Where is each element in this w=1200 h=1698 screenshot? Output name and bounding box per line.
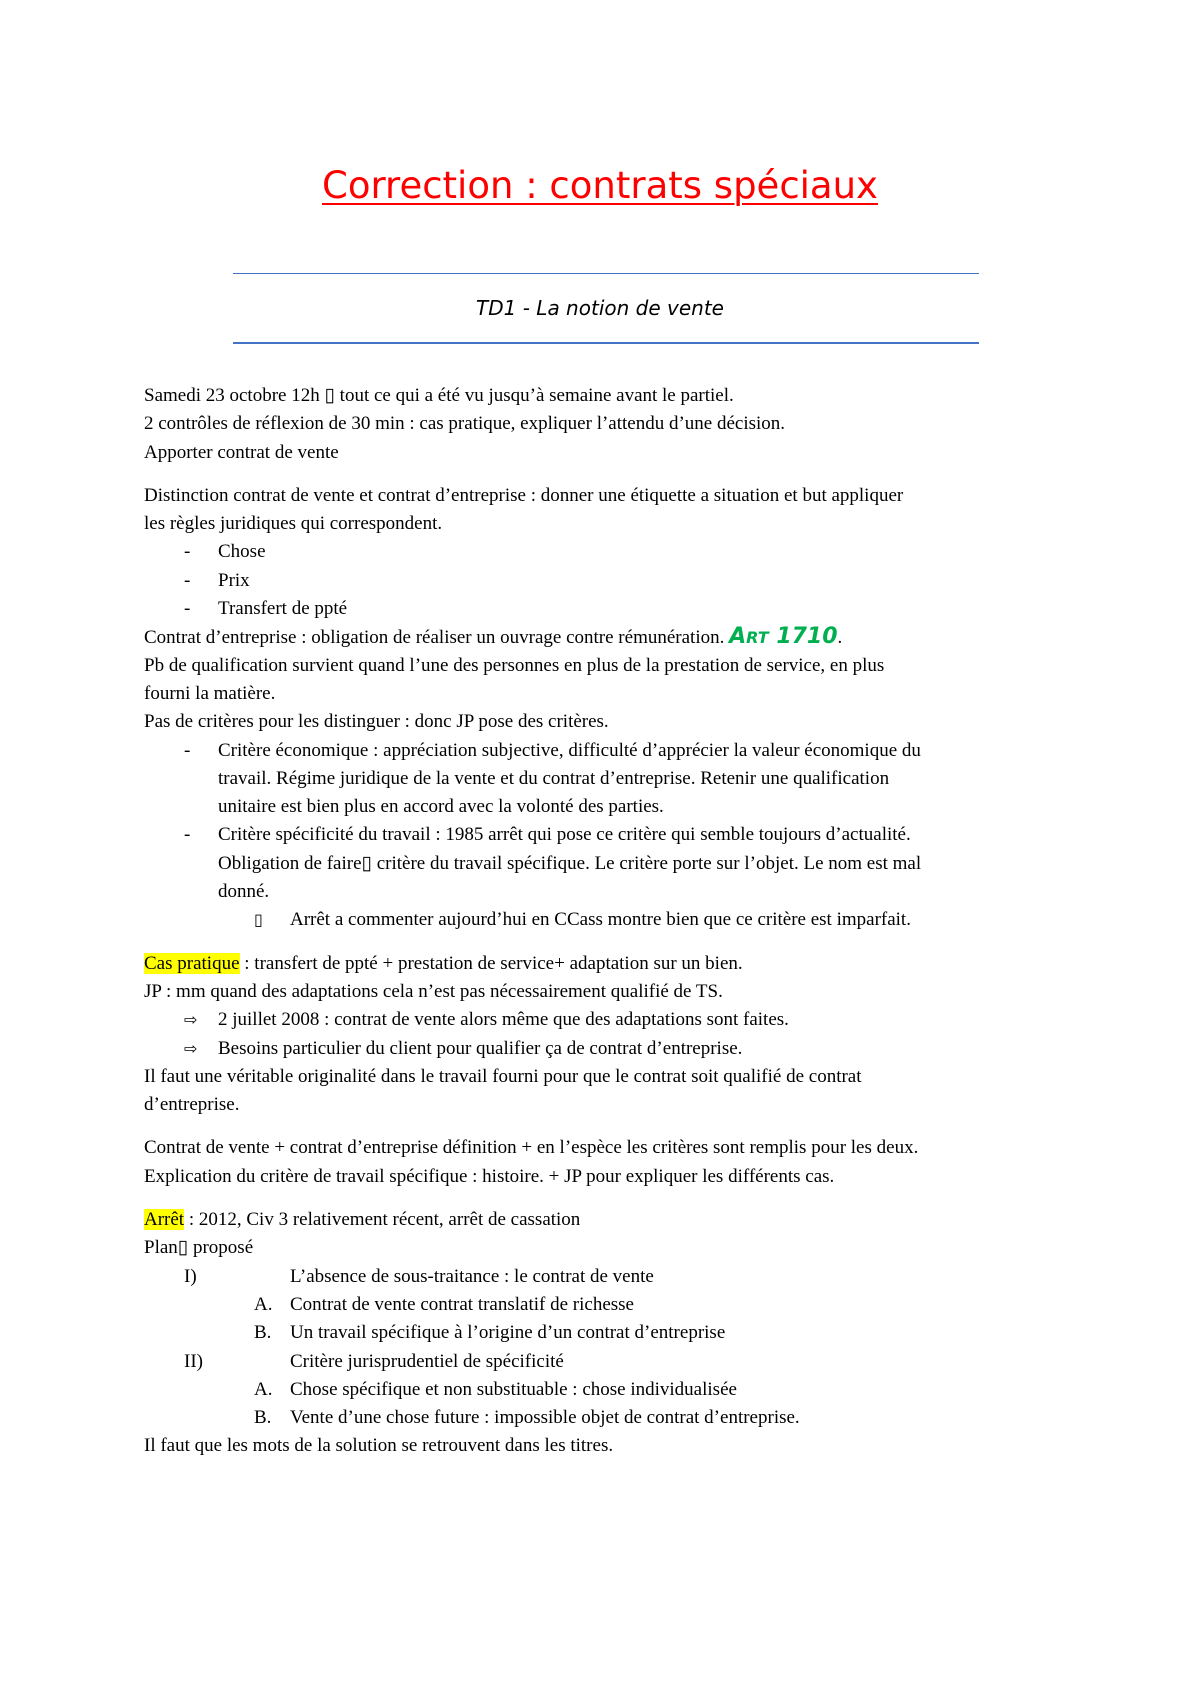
highlighted-label: Arrêt [144,1209,185,1231]
dash-bullet: - [184,541,191,563]
paragraph-line: Explication du critère de travail spécifique : histoire. + JP pour expliquer les différents cas. [144,1165,835,1187]
subtitle-top-rule [233,273,979,274]
paragraph-line: Distinction contrat de vente et contrat d’entreprise : donner une étiquette a situation et but appliquer [144,484,904,506]
roman-numeral: I) [184,1265,197,1287]
list-item [144,737,1064,765]
highlighted-label: Cas pratique [144,952,240,974]
list-item [144,567,1064,595]
arrow-list-item-text: 2 juillet 2008 : contrat de vente alors même que des adaptations sont faites. [218,1009,789,1031]
alpha-marker: B. [254,1407,272,1429]
list-item-text: Prix [218,569,250,591]
arrow-list-item [144,1006,1064,1034]
list-item-text: Chose [218,541,266,563]
paragraph-line: Pb de qualification survient quand l’une des personnes en plus de la prestation de service, en plus [144,654,885,676]
list-item-continuation: donné. [218,881,270,903]
dash-bullet: - [184,598,191,620]
alpha-marker: A. [254,1293,273,1315]
plan-subpart-title: Vente d’une chose future : impossible objet de contrat d’entreprise. [290,1407,800,1429]
paragraph-line [144,950,1064,978]
article-initial: A [729,624,747,650]
dash-bullet: - [184,739,191,761]
list-item-text: Critère spécificité du travail : 1985 arrêt qui pose ce critère qui semble toujours d’actualité. [218,824,911,846]
paragraph-line: les règles juridiques qui correspondent. [144,513,443,535]
alpha-marker: A. [254,1378,273,1400]
article-reference [729,624,837,649]
article-number: 1710 [768,624,838,650]
document-title: Correction : contrats spéciaux [322,164,878,207]
roman-numeral: II) [184,1350,203,1372]
plan-part-title: L’absence de sous-traitance : le contrat de vente [290,1265,654,1287]
paragraph-line: Il faut que les mots de la solution se retrouvent dans les titres. [144,1435,614,1457]
paragraph-line: Contrat de vente + contrat d’entreprise définition + en l’espèce les critères sont remplis pour les deux. [144,1137,919,1159]
plan-subpart-title: Contrat de vente contrat translatif de richesse [290,1293,634,1315]
dash-bullet: - [184,569,191,591]
paragraph-line [144,623,1064,651]
paragraph-line: Pas de critères pour les distinguer : donc JP pose des critères. [144,711,609,733]
document-body [144,382,1064,1461]
paragraph-line: Samedi 23 octobre 12h ▯ tout ce qui a été vu jusqu’à semaine avant le partiel. [144,385,734,406]
plan-part [144,1263,1064,1291]
sub-list-item [144,906,1064,934]
paragraph-text: : transfert de ppté + prestation de service+ adaptation sur un bien. [239,952,743,974]
list-item [144,821,1064,849]
paragraph-text: . [837,627,843,649]
paragraph-line: Il faut une véritable originalité dans le travail fourni pour que le contrat soit qualifié de contrat [144,1065,862,1087]
list-item-text: Transfert de ppté [218,598,348,620]
paragraph-line: Apporter contrat de vente [144,441,339,463]
document-subtitle: TD1 - La notion de vente [476,296,724,320]
paragraph-line: 2 contrôles de réflexion de 30 min : cas pratique, expliquer l’attendu d’une décision. [144,413,786,435]
paragraph-text: : 2012, Civ 3 relativement récent, arrêt de cassation [184,1209,581,1231]
list-item [144,595,1064,623]
list-item-text: Critère économique : appréciation subjective, difficulté d’apprécier la valeur économique du [218,739,921,761]
sub-list-item-text: Arrêt a commenter aujourd’hui en CCass montre bien que ce critère est imparfait. [290,909,911,931]
arrow-list-item [144,1035,1064,1063]
arrow-list-item-text: Besoins particulier du client pour qualifier ça de contrat d’entreprise. [218,1037,743,1059]
plan-subpart [144,1404,1064,1432]
plan-subpart-title: Un travail spécifique à l’origine d’un contrat d’entreprise [290,1322,726,1344]
paragraph-line [144,1206,1064,1234]
subtitle-bottom-rule [233,342,979,344]
plan-part [144,1348,1064,1376]
dash-bullet: - [184,824,191,846]
plan-subpart [144,1376,1064,1404]
paragraph-text: Contrat d’entreprise : obligation de réaliser un ouvrage contre rémunération. [144,627,730,649]
paragraph-line: Plan▯ proposé [144,1237,254,1259]
list-item-continuation: Obligation de faire▯ critère du travail spécifique. Le critère porte sur l’objet. Le nom est mal [218,852,922,874]
paragraph-line: JP : mm quand des adaptations cela n’est pas nécessairement qualifié de TS. [144,980,723,1002]
paragraph-line: d’entreprise. [144,1094,240,1116]
plan-subpart [144,1291,1064,1319]
paragraph-line: fourni la matière. [144,682,276,704]
alpha-marker: B. [254,1322,272,1344]
arrow-right-icon: ⇨ [184,1010,198,1030]
box-bullet-icon: ▯ [254,910,263,930]
plan-subpart-title: Chose spécifique et non substituable : chose individualisée [290,1378,737,1400]
plan-subpart [144,1319,1064,1347]
plan-part-title: Critère jurisprudentiel de spécificité [290,1350,564,1372]
list-item-continuation: unitaire est bien plus en accord avec la volonté des parties. [218,796,664,818]
list-item-continuation: travail. Régime juridique de la vente et du contrat d’entreprise. Retenir une qualification [218,767,890,789]
arrow-right-icon: ⇨ [184,1038,198,1058]
list-item [144,538,1064,566]
article-smallcaps: RT [746,628,769,648]
